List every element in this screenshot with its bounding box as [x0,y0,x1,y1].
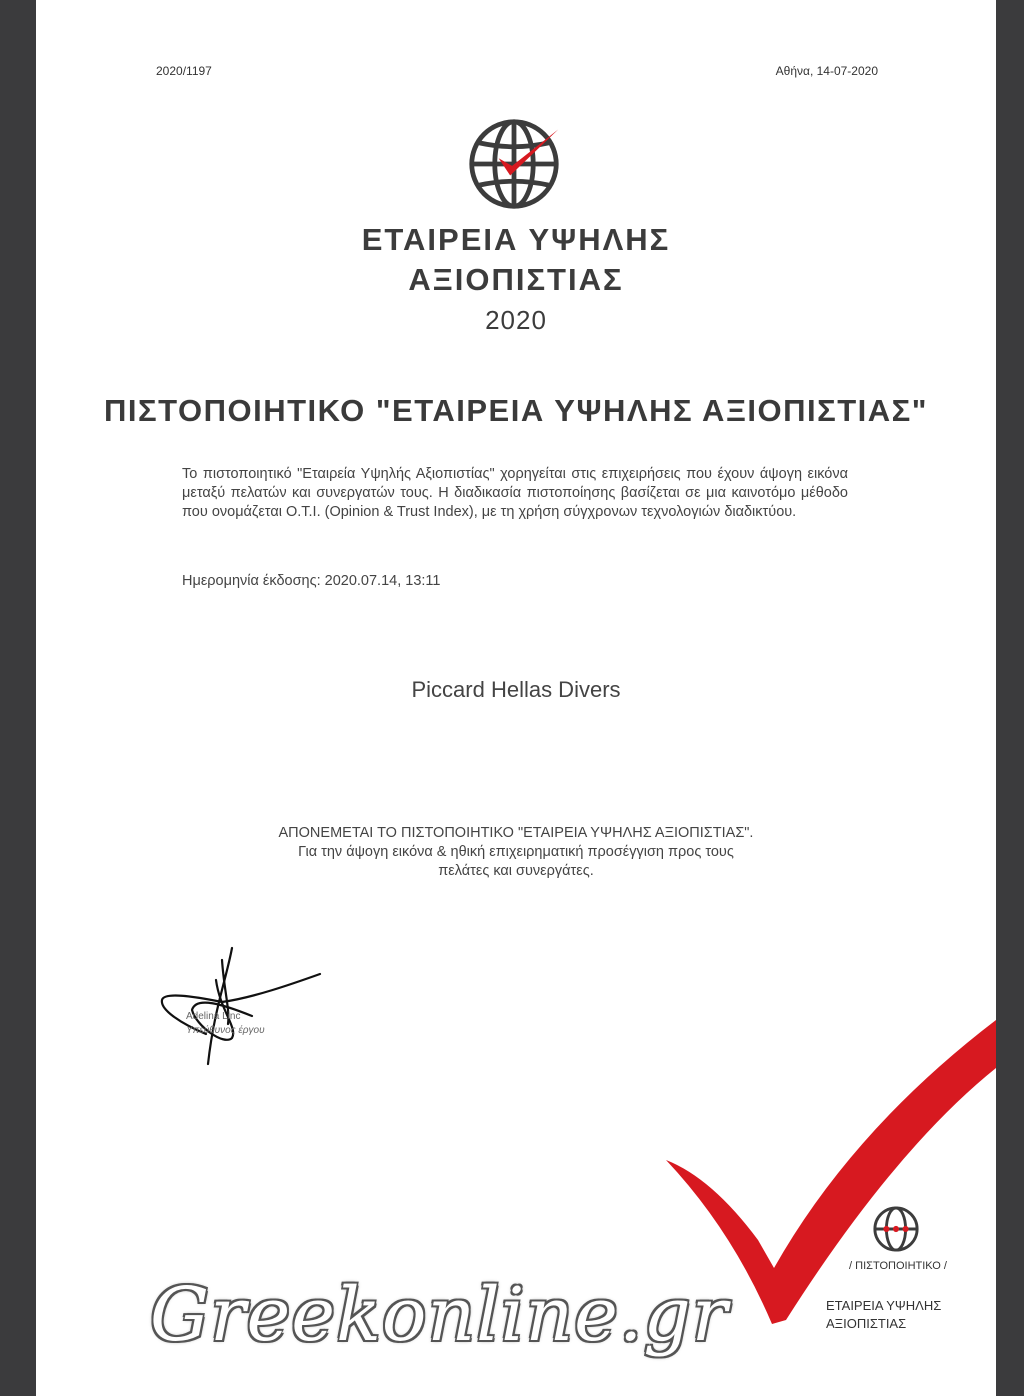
company-name: Piccard Hellas Divers [411,677,621,702]
issue-date: Ημερομηνία έκδοσης: 2020.07.14, 13:11 [182,573,441,589]
award-statement [186,824,846,881]
place-date: Αθήνα, 14-07-2020 [775,64,878,78]
seal-brand-line1: ΕΤΑΙΡΕΙΑ ΥΨΗΛΗΣ [826,1298,942,1313]
signer-role: Υπεύθυνος έργου [186,1025,265,1036]
reference-number: 2020/1197 [156,64,212,78]
certificate-page [36,0,996,1396]
signature [152,940,322,1070]
award-line-3: πελάτες και συνεργάτες. [438,863,594,879]
seal-label: / ΠΙΣΤΟΠΟΙΗΤΙΚΟ / [849,1260,947,1272]
certificate-title: ΠΙΣΤΟΠΟΙΗΤΙΚΟ "ΕΤΑΙΡΕΙΑ ΥΨΗΛΗΣ ΑΞΙΟΠΙΣΤΙΑΣ" [104,393,928,428]
globe-check-icon [466,116,562,212]
brand-year: 2020 [485,305,547,335]
intro-paragraph: Το πιστοποιητικό "Εταιρεία Υψηλής Αξιοπιστίας" χορηγείται στις επιχειρήσεις που έχουν άψογη εικόνα μεταξύ πελατών και συνεργατών τους. Η διαδικασία πιστοποίησης βασίζεται σε μια καινοτόμο μέθοδο που ονομάζεται O.T.I. (Opinion & Trust Index), με τη χρήση σύγχρονων τεχνολογιών διαδικτύου. [182,466,848,520]
award-line-2: Για την άψογη εικόνα & ηθική επιχειρηματική προσέγγιση προς τους [298,844,734,860]
brand-name-line2: ΑΞΙΟΠΙΣΤΙΑΣ [408,262,624,297]
brand-name-line1: ΕΤΑΙΡΕΙΑ ΥΨΗΛΗΣ [361,222,671,257]
seal-brand-line2: ΑΞΙΟΠΙΣΤΙΑΣ [826,1316,907,1331]
award-line-1: ΑΠΟΝΕΜΕΤΑΙ ΤΟ ΠΙΣΤΟΠΟΙΗΤΙΚΟ "ΕΤΑΙΡΕΙΑ ΥΨΗΛΗΣ ΑΞΙΟΠΙΣΤΙΑΣ". [278,825,754,841]
signer-name: Adelina Linc [186,1011,241,1022]
watermark: Greekonline.gr [150,1272,729,1358]
seal-brand [826,1297,941,1333]
globe-dots-icon [872,1205,920,1253]
